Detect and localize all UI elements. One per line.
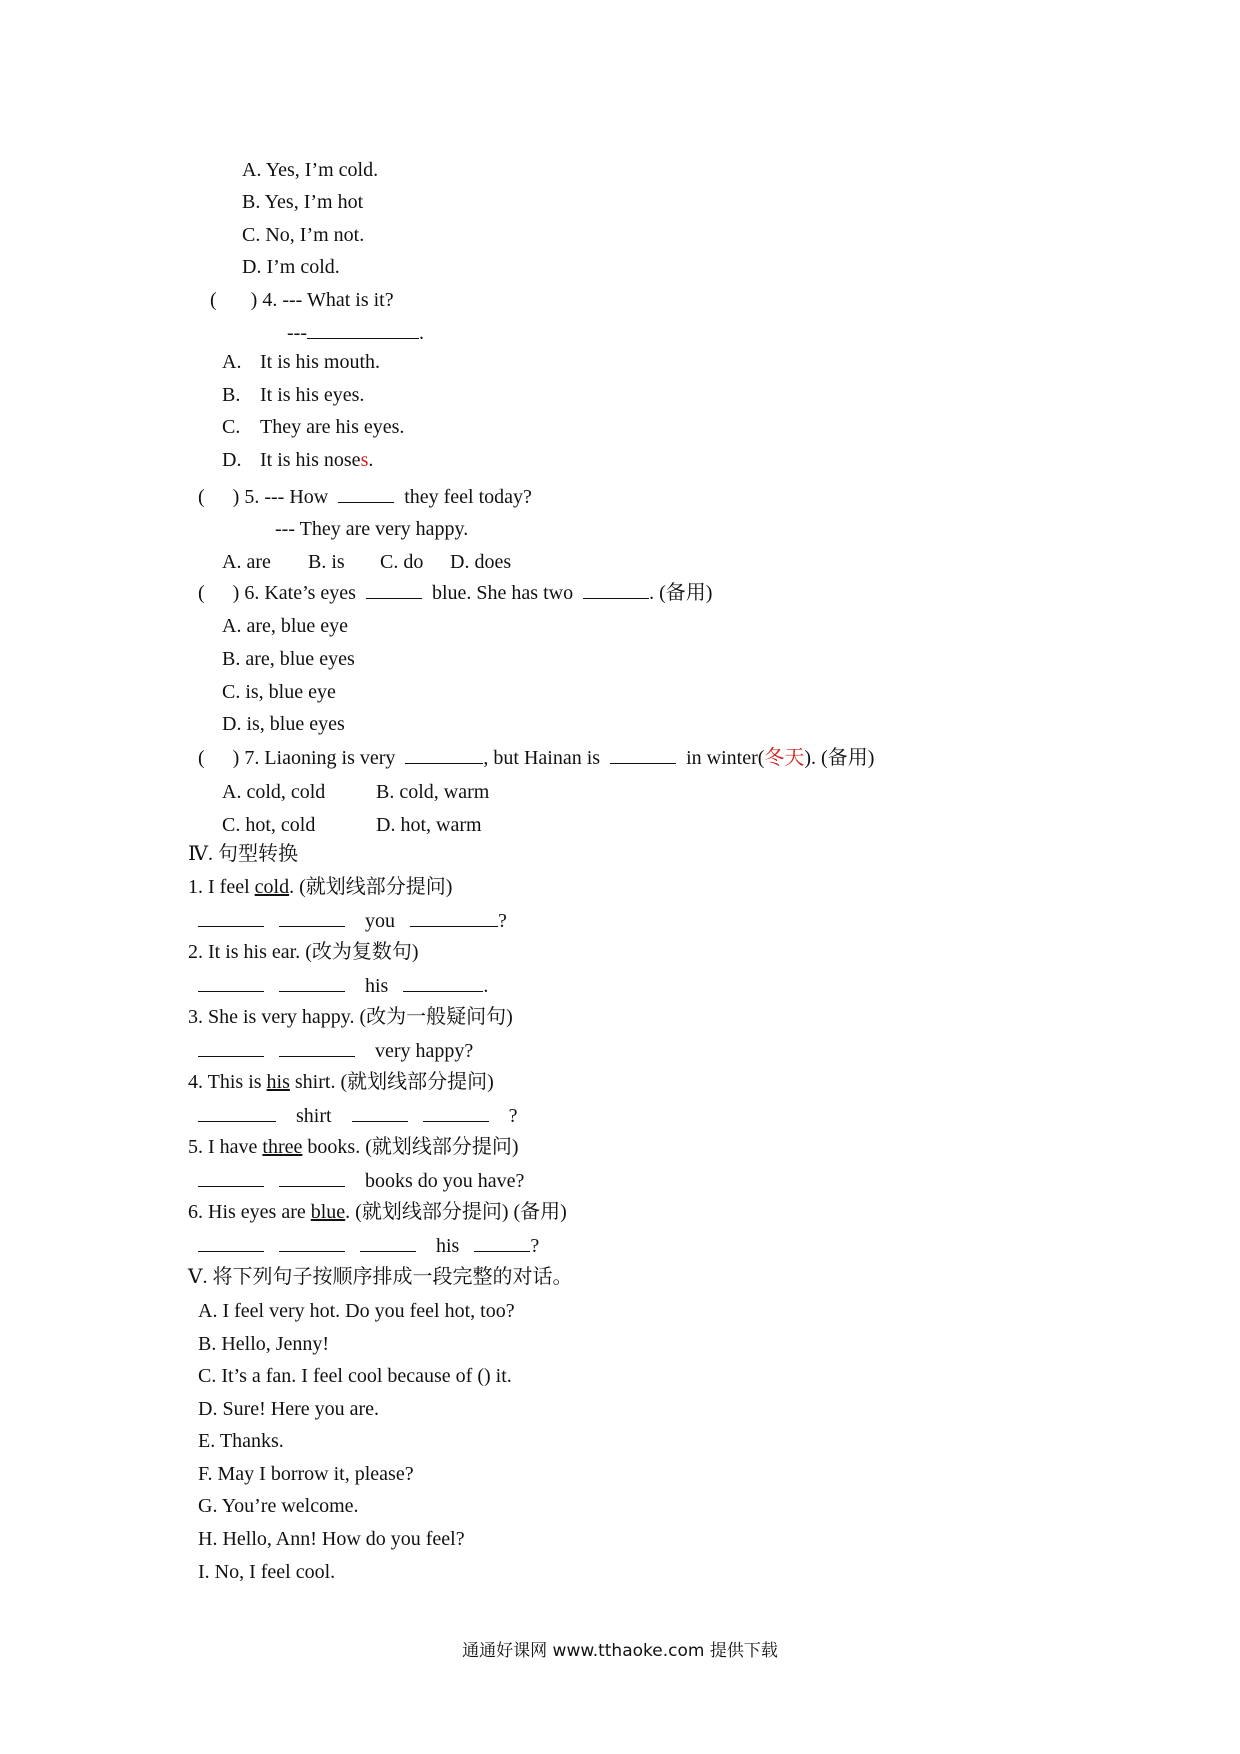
option-b: B. is <box>308 551 345 573</box>
option-c: C. do <box>380 551 424 573</box>
option-red-letter: s <box>360 449 369 471</box>
q7-question-a: ) 7. Liaoning is very <box>232 747 396 769</box>
q4-answer-line <box>287 320 424 345</box>
item-text-a: 1. I feel <box>188 876 255 898</box>
answer-blank[interactable] <box>366 580 422 599</box>
q4-answer-prefix: --- <box>287 322 307 344</box>
s4-item-1 <box>188 875 452 899</box>
answer-blank[interactable] <box>198 908 264 927</box>
dialogue-line-h: H. Hello, Ann! How do you feel? <box>198 1528 465 1550</box>
answer-word: his <box>365 975 389 997</box>
answer-word: shirt <box>296 1105 332 1127</box>
dialogue-line-e: E. Thanks. <box>198 1430 284 1452</box>
answer-word: very happy? <box>375 1040 474 1062</box>
s4-answer-4 <box>198 1103 517 1128</box>
option-letter: C. <box>222 416 241 438</box>
answer-blank[interactable] <box>338 484 394 503</box>
answer-punct: . <box>483 975 489 997</box>
s4-answer-2 <box>198 973 488 998</box>
answer-blank[interactable] <box>279 973 345 992</box>
page-footer: 通通好课网 www.tthaoke.com 提供下载 <box>462 1641 778 1661</box>
section-4-heading: Ⅳ. 句型转换 <box>188 843 298 865</box>
dialogue-line-b: B. Hello, Jenny! <box>198 1333 330 1355</box>
answer-blank[interactable] <box>198 1233 264 1252</box>
q7-stem <box>198 745 874 770</box>
answer-blank[interactable] <box>474 1233 530 1252</box>
answer-blank[interactable] <box>279 1168 345 1187</box>
q6-option-a: A. are, blue eye <box>222 615 349 637</box>
q4-question: 4. --- What is it? <box>262 289 394 311</box>
q6-option-d: D. is, blue eyes <box>222 713 345 735</box>
q6-question-c: . (备用) <box>649 582 713 604</box>
answer-word: his <box>436 1235 460 1257</box>
answer-blank[interactable] <box>583 580 649 599</box>
answer-blank[interactable] <box>610 745 676 764</box>
q3-option-b: B. Yes, I’m hot <box>242 191 364 213</box>
q5-question-b: they feel today? <box>404 486 532 508</box>
answer-blank[interactable] <box>360 1233 416 1252</box>
dialogue-line-g: G. You’re welcome. <box>198 1495 359 1517</box>
q6-option-b: B. are, blue eyes <box>222 648 355 670</box>
answer-word: you <box>365 910 395 932</box>
s4-item-5 <box>188 1135 519 1159</box>
answer-punct: ? <box>530 1235 540 1257</box>
underlined-word: cold <box>254 876 290 898</box>
q7-options-row1 <box>222 780 489 804</box>
q3-option-a: A. Yes, I’m cold. <box>242 159 379 181</box>
s4-answer-1 <box>198 908 507 933</box>
answer-blank[interactable] <box>410 908 498 927</box>
item-text-b: books. (就划线部分提问) <box>302 1136 519 1158</box>
answer-word: books do you have? <box>365 1170 525 1192</box>
q4-option-d <box>222 448 373 472</box>
answer-paren-open: ( <box>210 289 217 311</box>
section-5-heading: Ⅴ. 将下列句子按顺序排成一段完整的对话。 <box>188 1266 573 1288</box>
answer-blank[interactable] <box>198 1103 276 1122</box>
underlined-word: his <box>266 1071 290 1093</box>
q4-option-c <box>222 415 404 439</box>
s4-item-3: 3. She is very happy. (改为一般疑问句) <box>188 1006 513 1028</box>
item-text-a: 5. I have <box>188 1136 263 1158</box>
q6-question-b: blue. She has two <box>431 582 574 604</box>
s4-item-6 <box>188 1200 567 1224</box>
item-text-a: 4. This is <box>188 1071 267 1093</box>
dialogue-line-i: I. No, I feel cool. <box>198 1561 336 1583</box>
item-text-b: . (就划线部分提问) <box>289 876 453 898</box>
s4-item-4 <box>188 1070 494 1094</box>
option-text: It is his nose <box>260 449 361 471</box>
q7-red-word: 冬天 <box>764 747 805 769</box>
answer-paren-open: ( <box>198 582 205 604</box>
underlined-word: three <box>262 1136 303 1158</box>
answer-punct: ? <box>498 910 507 932</box>
option-text: It is his mouth. <box>260 351 381 373</box>
s4-answer-5 <box>198 1168 524 1193</box>
item-text-b: shirt. (就划线部分提问) <box>289 1071 494 1093</box>
option-letter: A. <box>222 351 242 373</box>
q6-question-a: ) 6. Kate’s eyes <box>232 582 356 604</box>
option-end: . <box>368 449 374 471</box>
q3-option-c: C. No, I’m not. <box>242 224 365 246</box>
answer-blank[interactable] <box>279 1038 355 1057</box>
answer-blank[interactable] <box>279 1233 345 1252</box>
item-text-b: . (就划线部分提问) (备用) <box>345 1201 567 1223</box>
item-text-a: 6. His eyes are <box>188 1201 311 1223</box>
q5-question-a: ) 5. --- How <box>232 486 329 508</box>
answer-blank[interactable] <box>307 320 419 339</box>
dialogue-line-f: F. May I borrow it, please? <box>198 1463 414 1485</box>
option-b: B. cold, warm <box>376 781 490 803</box>
option-letter: B. <box>222 384 241 406</box>
answer-paren-close: ) <box>250 289 258 311</box>
q6-option-c: C. is, blue eye <box>222 681 336 703</box>
answer-blank[interactable] <box>403 973 483 992</box>
option-a: A. cold, cold <box>222 781 326 803</box>
q5-options <box>222 550 511 574</box>
answer-paren-open: ( <box>198 486 205 508</box>
q3-option-d: D. I’m cold. <box>242 256 340 278</box>
s4-item-2: 2. It is his ear. (改为复数句) <box>188 941 419 963</box>
dialogue-line-c: C. It’s a fan. I feel cool because of () it. <box>198 1365 512 1387</box>
q7-question-d: ). (备用) <box>804 747 875 769</box>
answer-paren-open: ( <box>198 747 205 769</box>
q7-question-c: in winter( <box>686 747 765 769</box>
option-text: They are his eyes. <box>260 416 405 438</box>
q4-stem <box>210 288 394 312</box>
q4-option-b <box>222 383 364 407</box>
answer-punct: ? <box>508 1105 518 1127</box>
dialogue-line-d: D. Sure! Here you are. <box>198 1398 380 1420</box>
underlined-word: blue <box>310 1201 346 1223</box>
option-d: D. does <box>450 551 512 573</box>
q7-options-row2 <box>222 813 482 837</box>
option-letter: D. <box>222 449 242 471</box>
option-text: It is his eyes. <box>260 384 365 406</box>
q4-option-a <box>222 350 380 374</box>
option-c: C. hot, cold <box>222 814 316 836</box>
answer-blank[interactable] <box>198 973 264 992</box>
answer-blank[interactable] <box>279 908 345 927</box>
answer-blank[interactable] <box>423 1103 489 1122</box>
s4-answer-3 <box>198 1038 473 1063</box>
answer-blank[interactable] <box>198 1038 264 1057</box>
q5-stem <box>198 484 532 509</box>
answer-blank[interactable] <box>405 745 483 764</box>
q5-reply: --- They are very happy. <box>275 518 469 540</box>
s4-answer-6 <box>198 1233 539 1258</box>
answer-blank[interactable] <box>198 1168 264 1187</box>
q4-answer-suffix: . <box>418 322 424 344</box>
answer-blank[interactable] <box>352 1103 408 1122</box>
q6-stem <box>198 580 712 605</box>
option-a: A. are <box>222 551 271 573</box>
q7-question-b: , but Hainan is <box>483 747 601 769</box>
dialogue-line-a: A. I feel very hot. Do you feel hot, too? <box>198 1300 515 1322</box>
option-d: D. hot, warm <box>376 814 482 836</box>
